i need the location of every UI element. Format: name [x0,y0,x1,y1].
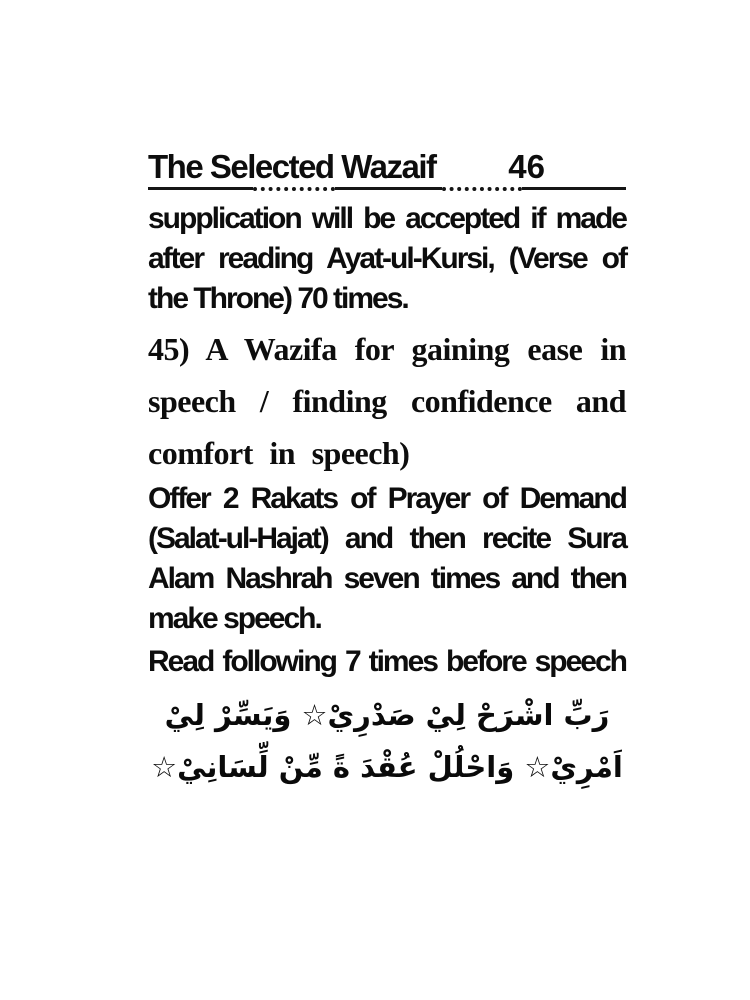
page-header [148,150,626,184]
rule-segment-solid [335,187,442,190]
arabic-verse-line: رَبِّ اشْرَحْ لِيْ صَدْرِيْ☆ وَيَسِّرْ لِيْ [164,698,610,732]
text-line: after reading Ayat-ul-Kursi, (Verse of [148,242,626,275]
text-line: the Throne) 70 times. [148,282,408,315]
text-line: 45) A Wazifa for gaining ease in [148,331,626,367]
paragraph-supplication [148,199,626,319]
text-line: Alam Nashrah seven times and then [148,562,626,595]
rule-segment-solid [148,187,253,190]
paragraph-read-note [148,647,626,677]
page-title: The Selected Wazaif [148,148,436,185]
rule-segment-dotted [442,187,522,191]
arabic-verse-line: اَمْرِيْ☆ وَاحْلُلْ عُقْدَ ةً مِّنْ لِّسَانِيْ☆ [151,750,623,784]
page-content [148,150,626,793]
text-line: supplication will be accepted if made [148,202,626,235]
paragraph-instructions [148,479,626,639]
text-line: Offer 2 Rakats of Prayer of Demand [148,482,626,515]
header-rule [148,187,626,191]
text-line: (Salat-ul-Hajat) and then recite Sura [148,522,626,555]
arabic-verse [148,689,626,793]
page-number: 46 [508,148,545,185]
text-line: make speech. [148,602,321,635]
text-line: Read following 7 times before speech [148,645,626,678]
text-line: speech / finding confidence and [148,383,626,419]
text-line: comfort in speech) [148,435,410,471]
rule-segment-solid [522,187,626,190]
rule-segment-dotted [253,187,335,191]
paragraph-wazifa-heading [148,323,626,479]
